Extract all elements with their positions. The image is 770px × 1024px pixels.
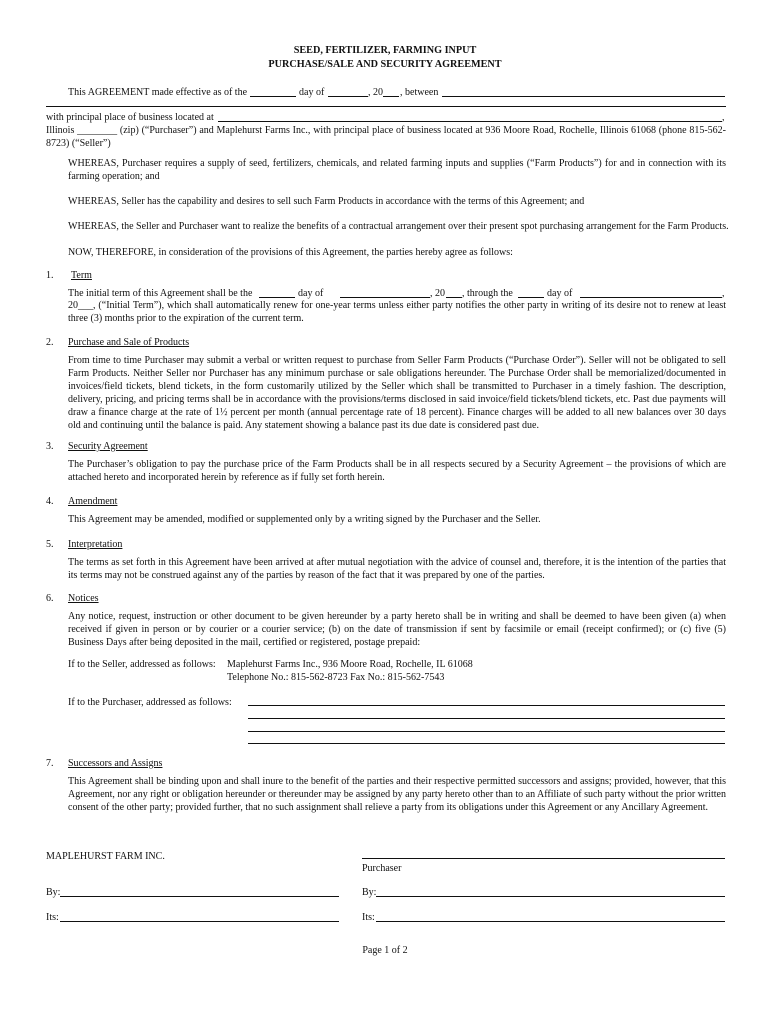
seller-address-label: If to the Seller, addressed as follows: <box>68 659 216 670</box>
document-title-line-2: PURCHASE/SALE AND SECURITY AGREEMENT <box>268 59 502 70</box>
purchaser-address-blank-2[interactable] <box>248 718 725 719</box>
term-start-month-blank[interactable] <box>340 297 430 298</box>
seller-its-blank[interactable] <box>60 921 339 922</box>
section-7-heading: Successors and Assigns <box>68 758 163 769</box>
purchaser-address-label: If to the Purchaser, addressed as follows: <box>68 697 232 708</box>
intro-made-effective: This AGREEMENT made effective as of the <box>68 87 248 98</box>
section-6-body: Any notice, request, instruction or other document to be given hereunder by a party hereto shall be in writing and shall be deemed to have been given (a) when received if given in person or by courier or a courier service; (b) on the date of transmission if sent by facsimile or email (receipt confirmed); or (c) five (5) Business Days after being deposited in the mail, certified or registered, postage prepaid: <box>68 611 726 648</box>
term-text-b: day of <box>298 288 324 299</box>
whereas-1 <box>68 157 726 183</box>
purchaser-by-blank[interactable] <box>376 896 725 897</box>
section-3-heading: Security Agreement <box>68 441 148 452</box>
whereas-3: WHEREAS, the Seller and Purchaser want to realize the benefits of a contractual arrangement over their present spot purchasing arrangement for the Farm Products. <box>68 221 729 232</box>
purchaser-address-blank-4[interactable] <box>248 743 725 744</box>
intro-comma: , <box>722 112 725 123</box>
section-6-number: 6. <box>46 593 54 604</box>
section-1-heading: Term <box>71 270 92 281</box>
party-name-blank[interactable] <box>442 96 725 97</box>
page-number: Page 1 of 2 <box>362 945 408 956</box>
section-4-number: 4. <box>46 496 54 507</box>
party-name-blank-2[interactable] <box>46 106 726 107</box>
address-blank[interactable] <box>218 121 722 122</box>
term-text-a: The initial term of this Agreement shall be the <box>68 288 253 299</box>
intro-day-of: day of <box>299 87 325 98</box>
term-start-day-blank[interactable] <box>259 297 295 298</box>
purchaser-name-blank[interactable] <box>362 858 725 859</box>
section-5-heading: Interpretation <box>68 539 123 550</box>
seller-address-line-1: Maplehurst Farms Inc., 936 Moore Road, Rochelle, IL 61068 <box>227 659 473 670</box>
document-title-line-1: SEED, FERTILIZER, FARMING INPUT <box>293 45 477 56</box>
section-3-body: The Purchaser’s obligation to pay the purchase price of the Farm Products shall be in all respects secured by a Security Agreement – the provisions of which are attached hereto and incorporated herein by reference as if fully set forth herein. <box>68 459 726 483</box>
section-7-number: 7. <box>46 758 54 769</box>
intro-between: , between <box>400 87 439 98</box>
purchaser-address-blank-3[interactable] <box>248 731 725 732</box>
term-end-day-blank[interactable] <box>518 297 544 298</box>
term-text-e: day of <box>547 288 573 299</box>
section-3-number: 3. <box>46 441 54 452</box>
intro-principal-place: with principal place of business located at <box>46 112 214 123</box>
section-5-number: 5. <box>46 539 54 550</box>
year-blank[interactable] <box>383 96 399 97</box>
section-4-heading: Amendment <box>68 496 118 507</box>
seller-by-blank[interactable] <box>60 896 339 897</box>
term-text-c: , 20 <box>430 288 445 299</box>
section-5-body: The terms as set forth in this Agreement have been arrived at after mutual negotiation with the advice of counsel and, therefore, it is the intention of the parties that its terms may not be construed against any of the parties by reason of the fact that it was prepared by one of the parties. <box>68 557 726 581</box>
month-blank[interactable] <box>328 96 368 97</box>
intro-parties-text: Illinois ________ (zip) (“Purchaser”) and Maplehurst Farms Inc., with principal place of business located at 936 Moore Road, Rochelle, Illinois 61068 (phone 815-562-8723) (“Seller”) <box>46 125 726 149</box>
section-1-number: 1. <box>46 270 54 281</box>
term-text-d: , through the <box>462 288 513 299</box>
seller-address-line-2: Telephone No.: 815-562-8723 Fax No.: 815-562-7543 <box>227 672 445 683</box>
seller-signature-name: MAPLEHURST FARM INC. <box>46 851 165 862</box>
intro-year-prefix: , 20 <box>368 87 383 98</box>
purchaser-address-blank-1[interactable] <box>248 705 725 706</box>
section-2-body: From time to time Purchaser may submit a verbal or written request to purchase from Seller Farm Products (“Purchase Order”). Seller will not be obligated to sell Farm Products. Neither Seller nor Purchaser has any minimum purchase or sale obligations hereunder. The Purchase Order shall be memorialized/documented in invoices/field tickets, blend tickets, in the form customarily utilized by the Seller which shall be transmitted to Purchaser in a timely fashion. The description, delivery, pricing, and pricing terms shall be in accordance with the provisions/terms disclosed in said invoice/field tickets/blend tickets, etc. Past due payments will draw a finance charge at the rate of 1½ percent per month (annual percentage rate of 18 percent). Finance charges will be added to all new balances over 30 days old and continuing until the balance is paid. Any statement showing a balance past its due date is considered past due. <box>68 355 726 431</box>
section-2-heading: Purchase and Sale of Products <box>68 337 190 348</box>
term-start-year-blank[interactable] <box>446 297 462 298</box>
term-end-month-blank[interactable] <box>580 297 722 298</box>
seller-its-label: Its: <box>46 912 59 923</box>
section-4-body: This Agreement may be amended, modified or supplemented only by a writing signed by the Purchaser and the Seller. <box>68 514 541 525</box>
seller-by-label: By: <box>46 887 61 898</box>
section-7-body: This Agreement shall be binding upon and shall inure to the benefit of the parties and their respective permitted successors and assigns; provided, however, that this Agreement, nor any right or obligation hereunder or thereunder may be assigned by any party hereto other than to an Affiliate of such party without the prior written consent of the other party; provided further, that no such assignment shall relieve a party from its obligations under this Agreement or any Ancillary Agreement. <box>68 776 726 813</box>
whereas-2: WHEREAS, Seller has the capability and desires to sell such Farm Products in accordance with the terms of this Agreement; and <box>68 196 585 207</box>
now-therefore: NOW, THEREFORE, in consideration of the provisions of this Agreement, the parties hereby agree as follows: <box>68 247 513 258</box>
section-1-body: 20___, (“Initial Term”), which shall automatically renew for one-year terms unless either party notifies the other party in writing of its desire not to renew at least three (3) months prior to the expiration of the current term. <box>68 300 726 324</box>
purchaser-signature-label: Purchaser <box>362 863 402 874</box>
section-2-number: 2. <box>46 337 54 348</box>
section-6-heading: Notices <box>68 593 99 604</box>
day-blank[interactable] <box>250 96 296 97</box>
term-text-f: , <box>722 288 725 299</box>
purchaser-its-label: Its: <box>362 912 375 923</box>
purchaser-its-blank[interactable] <box>376 921 725 922</box>
purchaser-by-label: By: <box>362 887 377 898</box>
whereas-1-text: WHEREAS, Purchaser requires a supply of seed, fertilizers, chemicals, and related farming inputs and supplies (“Farm Products”) for and in connection with its farming operation; and <box>68 158 726 182</box>
